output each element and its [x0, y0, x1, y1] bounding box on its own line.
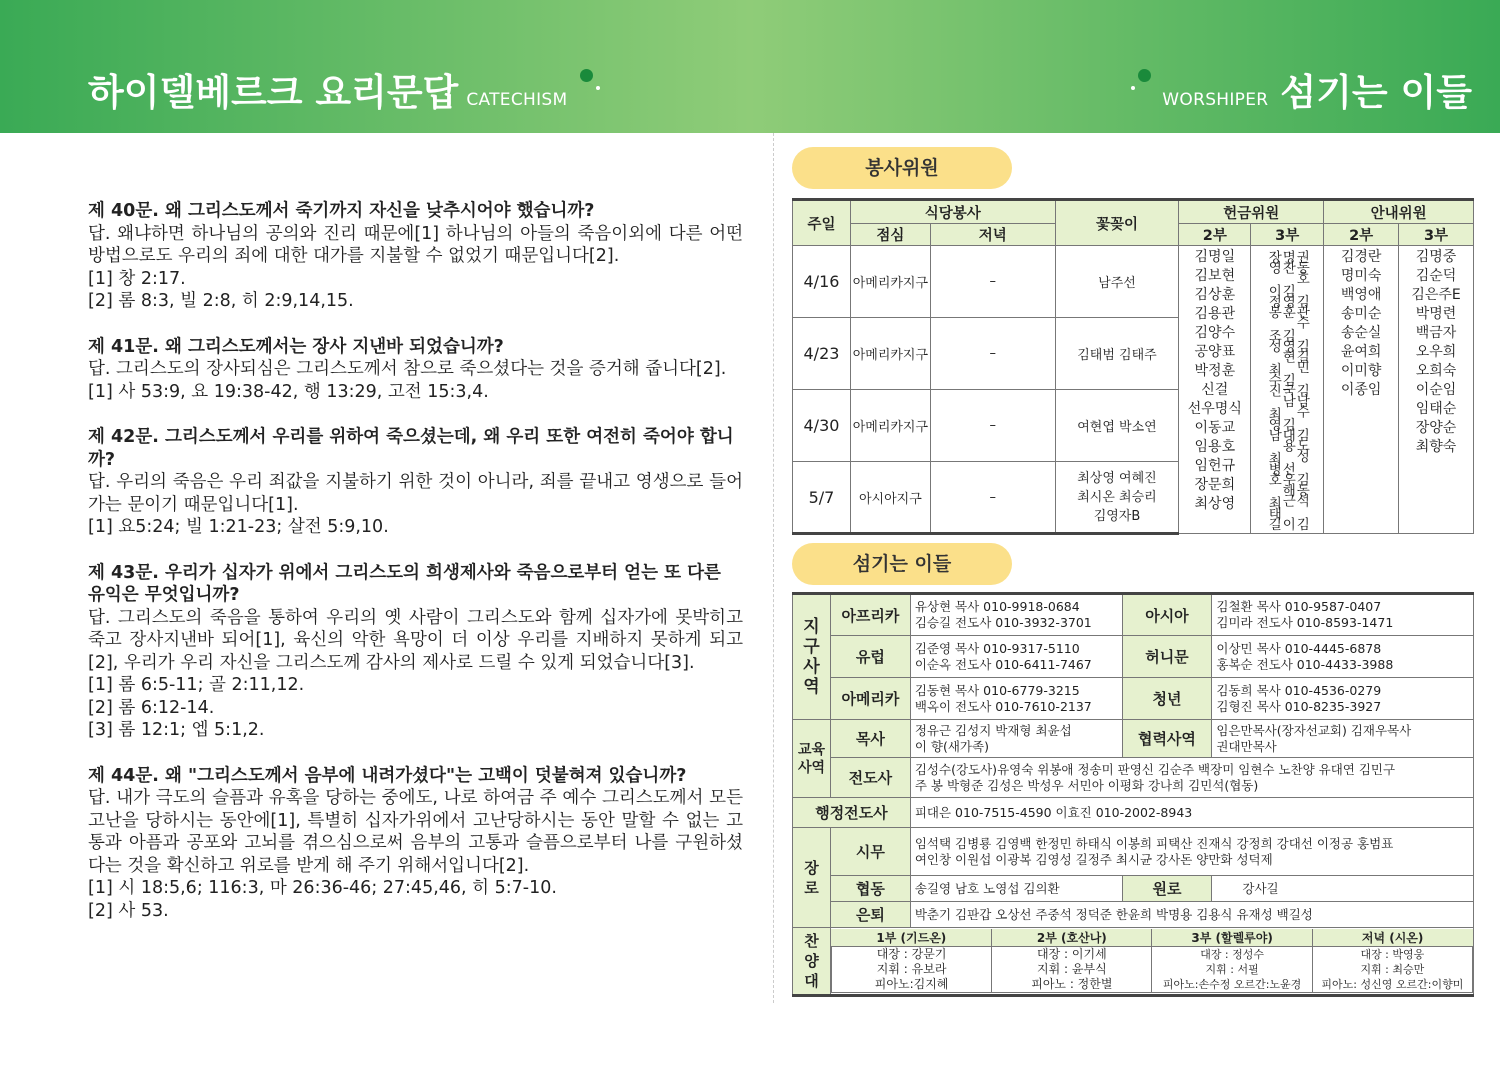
choir-name: 1부 (기드온): [831, 929, 991, 947]
choir-table: [831, 929, 1473, 993]
flower-cell: 최상영 여혜진 최시온 최승리 김영자B: [1055, 462, 1179, 534]
header-guide: 안내위원: [1324, 200, 1474, 224]
active-line-2: 여인창 이원섭 이광복 김영성 길정주 최시균 강사돈 양만화 성덕제: [914, 851, 1273, 867]
coop-line-1: 임은만목사(장자선교회) 김재우목사: [1216, 722, 1412, 738]
answer: 답. 우리의 죽음은 우리 죄값을 지불하기 위한 것이 아니라, 죄를 끝내고 영생으로 들어가는 문이기 때문입니다[1].: [88, 472, 743, 515]
reference: [1] 창 2:17.: [88, 268, 186, 289]
question-block: [88, 336, 743, 404]
europe-label: 유럽: [830, 636, 910, 678]
europe-evangelist: 이순옥 전도사 010-6411-7467: [914, 656, 1092, 672]
choir-pianist: 피아노:손수정 오르간:노윤경: [1162, 978, 1302, 991]
youth-evangelist: 김형진 목사 010-8235-3927: [1216, 698, 1382, 714]
choir-conductor: 지휘 : 서필: [1205, 963, 1259, 976]
header-dinner: 저녁: [930, 224, 1055, 246]
header-kitchen: 식당봉사: [850, 200, 1055, 224]
decor-dot-small-icon: [1131, 86, 1135, 90]
pastor-line-1: 정유근 김성지 박재형 최윤섭: [914, 722, 1072, 738]
servers-table: [792, 592, 1474, 997]
reference: [1] 시 18:5,6; 116:3, 마 26:36-46; 27:45,46, 히 5:7-10.: [88, 878, 557, 898]
assoc-value: 송길영 남호 노영섭 김의환: [910, 876, 1122, 902]
retired-value: 박춘기 김판갑 오상선 주중석 정덕준 한윤희 박명용 김용식 유재성 백길성: [910, 902, 1473, 928]
flower-cell: 김태범 김태주: [1055, 318, 1179, 390]
coop-label: 협력사역: [1122, 720, 1212, 758]
choir-pianist: 피아노: 성신영 오르간:이향미: [1321, 978, 1464, 991]
america-label: 아메리카: [830, 678, 910, 720]
page-divider: [773, 133, 774, 1003]
decor-dot-icon: [1138, 69, 1151, 82]
youth-label: 청년: [1122, 678, 1212, 720]
dinner-cell: –: [930, 462, 1055, 534]
evangelist-line-2: 주 봉 박형준 김성은 박성우 서민아 이평화 강나희 김민석(협동): [914, 777, 1259, 793]
question-block: [88, 562, 743, 742]
offering-3-names: 권동호 김관수 김길민 김남수 김도성 김동석 김명찬 김영훈 김영현 김국남 김대용 선우해근 이장영 이정봉 조성 최수진 최영남 최병호 최태길: [1265, 249, 1310, 528]
header-offering-3: 3부: [1251, 224, 1324, 246]
honeymoon-label: 허니문: [1122, 636, 1212, 678]
elder-label: 장로: [804, 858, 819, 897]
choir-name: 3부 (할렐루야): [1152, 929, 1312, 947]
choir-leader: 대장 : 강문기: [876, 947, 947, 961]
choir-pianist: 피아노:김지혜: [874, 977, 949, 991]
pastor-line-2: 이 향(새가족): [914, 738, 989, 754]
worshiper-heading: [1162, 62, 1472, 116]
header-guide-2: 2부: [1324, 224, 1399, 246]
choir-label: 찬양대: [804, 932, 819, 990]
question: 제 43문. 우리가 십자가 위에서 그리스도의 희생제사와 죽음으로부터 얻는 또 다른 유익은 무엇입니까?: [88, 562, 721, 605]
coop-line-2: 권대만목사: [1216, 738, 1277, 754]
question-block: [88, 426, 743, 539]
decor-dot-small-icon: [596, 86, 600, 90]
guide-2-names: 김경란 명미숙 백영애 송미순 송순실 윤여희 이미향 이종임: [1324, 246, 1399, 534]
worshiper-en-label: WORSHIPER: [1162, 90, 1269, 110]
dinner-cell: –: [930, 246, 1055, 318]
date-cell: 4/23: [793, 318, 851, 390]
africa-label: 아프리카: [830, 594, 910, 636]
reference: [1] 사 53:9, 요 19:38-42, 행 13:29, 고전 15:3,4.: [88, 381, 489, 402]
pastor-label: 목사: [830, 720, 910, 758]
guide-3-names: 김명중 김순덕 김은주E 박명련 백금자 오우희 오희숙 이순임 임태순 장양순 최향숙: [1399, 246, 1474, 534]
asia-evangelist: 김미라 전도사 010-8593-1471: [1216, 615, 1394, 630]
question-block: [88, 765, 743, 923]
answer: 답. 그리스도의 죽음을 통하여 우리의 옛 사람이 그리스도와 함께 십자가에 못박히고 죽고 장사지낸바 되어[1], 육신의 악한 욕망이 더 이상 우리를 지배하지 못하게 되고[2], 우리가 우리 자신을 그리스도께 감사의 제사로 드릴 수 있게 되었습니다[3].: [88, 607, 743, 673]
offering-2-names: 김명일 김보현 김상훈 김용관 김양수 공양표 박정훈 신걸 선우명식 이동교 임용호 임헌규 장문희 최상영: [1179, 246, 1251, 534]
catechism-heading: [88, 62, 567, 116]
header-flower: 꽃꽂이: [1055, 200, 1179, 246]
active-line-1: 임석택 김병룡 김영백 한정민 하태식 이봉희 피택산 진재식 강정희 강대선 이정공 홍범표: [914, 835, 1394, 851]
reference: [1] 요5:24; 빌 1:21-23; 살전 5:9,10.: [88, 517, 389, 537]
header-guide-3: 3부: [1399, 224, 1474, 246]
active-label: 시무: [830, 828, 910, 876]
flower-cell: 남주선: [1055, 246, 1179, 318]
assoc-label: 협동: [830, 876, 910, 902]
dinner-cell: –: [930, 318, 1055, 390]
youth-pastor: 김동희 목사 010-4536-0279: [1216, 682, 1382, 698]
europe-pastor: 김준영 목사 010-9317-5110: [914, 640, 1080, 656]
lunch-cell: 아메리카지구: [850, 246, 930, 318]
honorary-label: 원로: [1122, 876, 1212, 902]
admin-value: 피대은 010-7515-4590 이효진 010-2002-8943: [910, 798, 1473, 828]
catechism-en-label: CATECHISM: [466, 90, 568, 110]
date-cell: 4/16: [793, 246, 851, 318]
choir-leader: 대장 : 박영웅: [1360, 948, 1425, 961]
dinner-cell: –: [930, 390, 1055, 462]
choir-conductor: 지휘 : 유보라: [876, 962, 947, 976]
question: 제 40문. 왜 그리스도께서 죽기까지 자신을 낮추시어야 했습니까?: [88, 201, 595, 221]
answer: 답. 왜냐하면 하나님의 공의와 진리 때문에[1] 하나님의 아들의 죽음이외에 다른 어떤 방법으로도 우리의 죄에 대한 대가를 지불할 수 없었기 때문입니다[2].: [88, 223, 743, 266]
service-table: [792, 198, 1474, 535]
edu-label: 교육사역: [797, 741, 826, 776]
lunch-cell: 아메리카지구: [850, 390, 930, 462]
evangelist-line-1: 김성수(강도사)유영숙 위봉애 정송미 판영신 김순주 백장미 임현수 노찬양 유대연 김민구: [914, 761, 1396, 777]
asia-label: 아시아: [1122, 594, 1212, 636]
question-block: [88, 200, 743, 313]
header-banner: [0, 0, 1500, 133]
america-pastor: 김동현 목사 010-6779-3215: [914, 682, 1080, 698]
america-evangelist: 백옥이 전도사 010-7610-2137: [914, 698, 1092, 714]
choir-name: 저녁 (시온): [1312, 929, 1472, 947]
choir-name: 2부 (호산나): [992, 929, 1152, 947]
lunch-cell: 아메리카지구: [850, 318, 930, 390]
asia-pastor: 김철환 목사 010-9587-0407: [1216, 599, 1382, 614]
honeymoon-pastor: 이상민 목사 010-4445-6878: [1216, 640, 1382, 656]
africa-pastor: 유상현 목사 010-9918-0684: [914, 599, 1080, 614]
africa-evangelist: 김승길 전도사 010-3932-3701: [914, 615, 1092, 630]
choir-pianist: 피아노 : 정한별: [1031, 977, 1113, 991]
region-label: 지구사역: [803, 617, 820, 697]
reference: [3] 롬 12:1; 엡 5:1,2.: [88, 720, 265, 740]
answer: 답. 그리스도의 장사되심은 그리스도께서 참으로 죽으셨다는 것을 증거해 줍니다[2].: [88, 359, 727, 379]
date-cell: 5/7: [793, 462, 851, 534]
honorary-value: 강사길: [1212, 876, 1474, 902]
catechism-title: 하이델베르크 요리문답: [88, 71, 459, 114]
admin-label: 행정전도사: [793, 798, 911, 828]
catechism-section: [88, 200, 743, 945]
header-date: 주일: [793, 200, 851, 246]
date-cell: 4/30: [793, 390, 851, 462]
evangelist-label: 전도사: [830, 758, 910, 798]
header-lunch: 점심: [850, 224, 930, 246]
choir-conductor: 지휘 : 윤부식: [1037, 962, 1107, 976]
choir-leader: 대장 : 이기세: [1037, 947, 1107, 961]
answer: 답. 내가 극도의 슬픔과 유혹을 당하는 중에도, 나로 하여금 주 예수 그리스도께서 모든 고난을 당하시는 동안에[1], 특별히 십자가위에서 고난당하시는 동안 말할 수 없는 고통과 아픔과 공포와 고뇌를 겪으심으로써 음부의 고통과 슬픔으로부터 나를 구원하셨다는 것을 확신하고 위로를 받게 해 주기 위해서입니다[2].: [88, 788, 743, 876]
reference: [2] 롬 8:3, 빌 2:8, 히 2:9,14,15.: [88, 291, 354, 311]
question: 제 44문. 왜 "그리스도께서 음부에 내려가셨다"는 고백이 덧붙혀져 있습니까?: [88, 765, 687, 786]
choir-leader: 대장 : 정성수: [1200, 948, 1265, 961]
choir-conductor: 지휘 : 최승만: [1360, 963, 1425, 976]
header-offering-2: 2부: [1179, 224, 1251, 246]
reference: [1] 롬 6:5-11; 골 2:11,12.: [88, 675, 305, 695]
service-pill: 봉사위원: [792, 147, 1012, 189]
question: 제 42문. 그리스도께서 우리를 위하여 죽으셨는데, 왜 우리 또한 여전히 죽어야 합니까?: [88, 427, 734, 470]
decor-dot-icon: [580, 69, 593, 82]
header-offering: 헌금위원: [1179, 200, 1324, 224]
lunch-cell: 아시아지구: [850, 462, 930, 534]
reference: [2] 사 53.: [88, 900, 169, 921]
servers-pill: 섬기는 이들: [792, 543, 1012, 585]
retired-label: 은퇴: [830, 902, 910, 928]
reference: [2] 롬 6:12-14.: [88, 697, 215, 718]
question: 제 41문. 왜 그리스도께서는 장사 지낸바 되었습니까?: [88, 336, 504, 357]
worshiper-title: 섬기는 이들: [1280, 71, 1472, 114]
honeymoon-evangelist: 홍복순 전도사 010-4433-3988: [1216, 656, 1394, 672]
flower-cell: 여현엽 박소연: [1055, 390, 1179, 462]
